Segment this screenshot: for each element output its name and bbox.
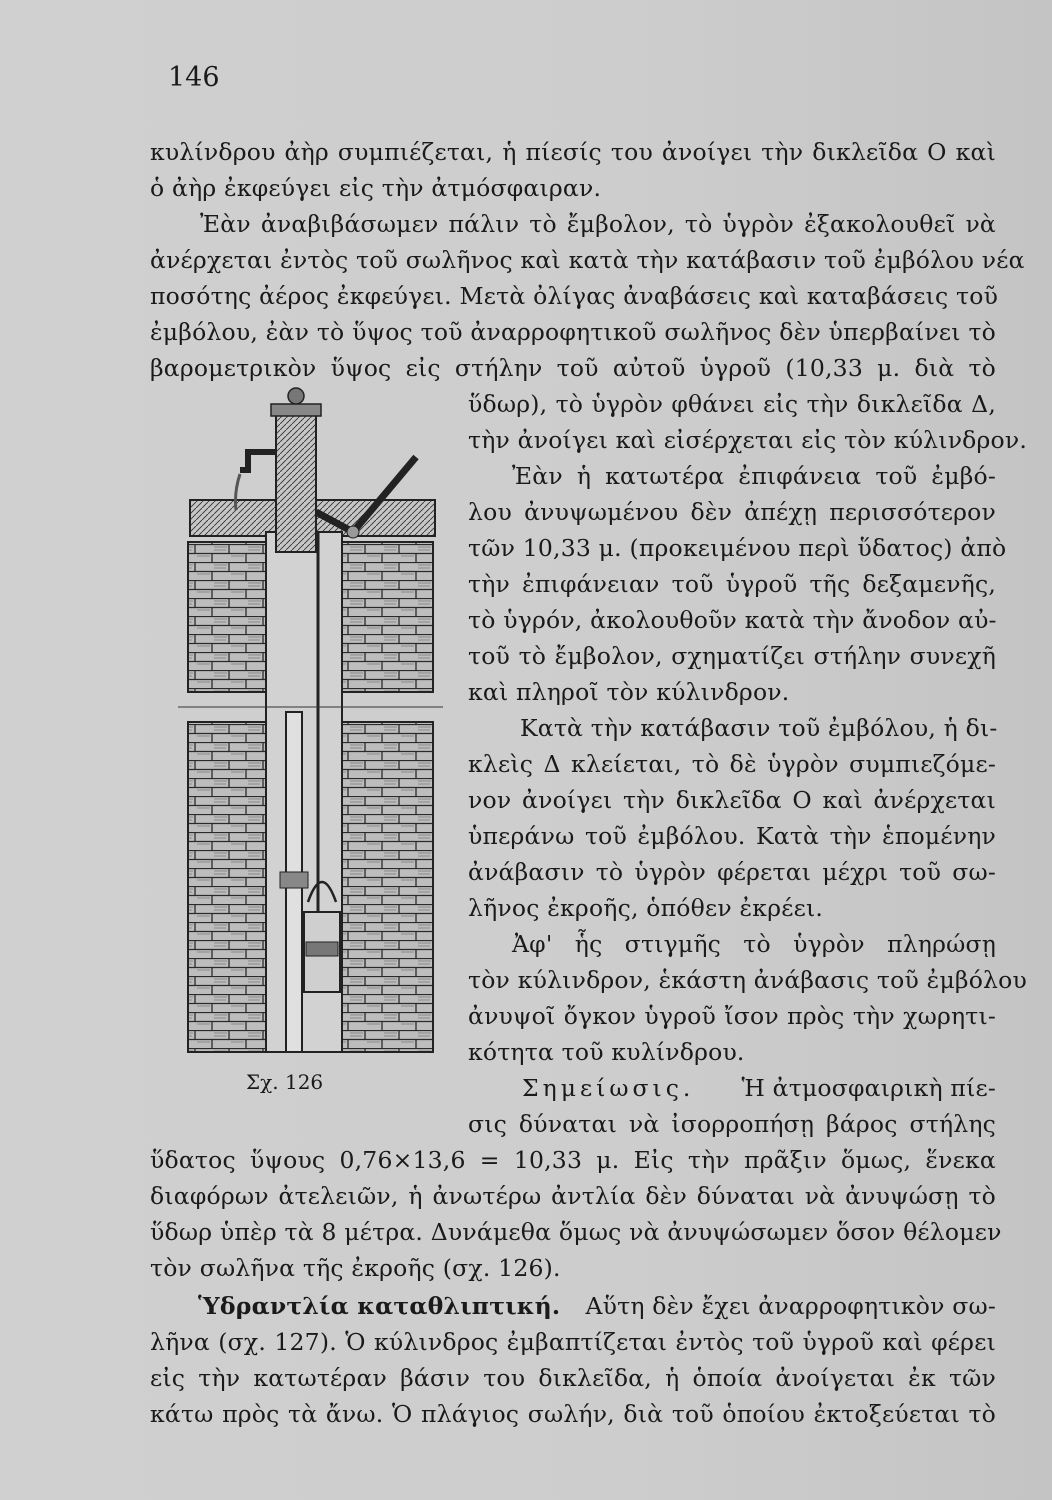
text-line: βαρομετρικὸν ὕψος εἰς στήλην τοῦ αὐτοῦ ὑγροῦ (10,33 μ. διὰ τὸ xyxy=(150,354,996,382)
text-line: λου ἀνυψωμένου δὲν ἀπέχῃ περισσότερον xyxy=(468,498,996,526)
text-line: ὕδατος ὕψους 0,76×13,6 = 10,33 μ. Εἰς τὴν πρᾶξιν ὅμως, ἕνεκα xyxy=(150,1146,996,1174)
text-line: τὴν ἀνοίγει καὶ εἰσέρχεται εἰς τὸν κύλινδρον. xyxy=(468,426,1028,454)
page-number: 146 xyxy=(168,62,220,93)
text-line: Ἐὰν ἡ κατωτέρα ἐπιφάνεια τοῦ ἐμβό- xyxy=(512,462,996,490)
text-line: κότητα τοῦ κυλίνδρου. xyxy=(468,1038,745,1066)
text-line: κυλίνδρου ἀὴρ συμπιέζεται, ἡ πίεσίς του ἀνοίγει τὴν δικλεῖδα Ο καὶ xyxy=(150,138,996,166)
text-line: τοῦ τὸ ἔμβολον, σχηματίζει στήλην συνεχῆ xyxy=(468,642,996,670)
section-heading: Ὑδραντλία καταθλιπτική. xyxy=(198,1292,561,1320)
text-line: ἀνυψοῖ ὄγκον ὑγροῦ ἴσον πρὸς τὴν χωρητι- xyxy=(468,1002,996,1030)
text-line: ὕδωρ), τὸ ὑγρὸν φθάνει εἰς τὴν δικλεῖδα Δ, xyxy=(468,390,996,418)
text-line: ἀνάβασιν τὸ ὑγρὸν φέρεται μέχρι τοῦ σω- xyxy=(468,858,996,886)
text-line: ὕδωρ ὑπὲρ τὰ 8 μέτρα. Δυνάμεθα ὅμως νὰ ἀνυψώσωμεν ὅσον θέλομεν xyxy=(150,1218,1002,1246)
text-line: ἀνέρχεται ἐντὸς τοῦ σωλῆνος καὶ κατὰ τὴν κατάβασιν τοῦ ἐμβόλου νέα xyxy=(150,246,1025,274)
text-line: ὑπεράνω τοῦ ἐμβόλου. Κατὰ τὴν ἑπομένην xyxy=(468,822,996,850)
text-line: κλεὶς Δ κλείεται, τὸ δὲ ὑγρὸν συμπιεζόμε- xyxy=(468,750,996,778)
text-line: τῶν 10,33 μ. (προκειμένου περὶ ὕδατος) ἀπὸ xyxy=(468,534,1007,562)
text-line: καὶ πληροῖ τὸν κύλινδρον. xyxy=(468,678,790,706)
text-line: Κατὰ τὴν κατάβασιν τοῦ ἐμβόλου, ἡ δι- xyxy=(520,714,998,742)
text-line: τὸν κύλινδρον, ἑκάστη ἀνάβασις τοῦ ἐμβόλου xyxy=(468,966,1027,994)
text-line: λῆνος ἐκροῆς, ὁπόθεν ἐκρέει. xyxy=(468,894,824,922)
text-line: ὁ ἀὴρ ἐκφεύγει εἰς τὴν ἀτμόσφαιραν. xyxy=(150,174,602,202)
heading-line xyxy=(198,1288,996,1324)
note-label: Σημείωσις. xyxy=(522,1074,695,1102)
figure-caption: Σχ. 126 xyxy=(246,1070,324,1094)
text-line: λῆνα (σχ. 127). Ὁ κύλινδρος ἐμβαπτίζεται ἐντὸς τοῦ ὑγροῦ καὶ φέρει xyxy=(150,1328,996,1356)
text-line: ἐμβόλου, ἐὰν τὸ ὕψος τοῦ ἀναρροφητικοῦ σωλῆνος δὲν ὑπερβαίνει τὸ xyxy=(150,318,996,346)
text-line: τὴν ἐπιφάνειαν τοῦ ὑγροῦ τῆς δεξαμενῆς, xyxy=(468,570,996,598)
heading-text: Αὕτη δὲν ἔχει ἀναρροφητικὸν σω- xyxy=(585,1292,996,1320)
text-line: σις δύναται νὰ ἰσορροπήσῃ βάρος στήλης xyxy=(468,1110,996,1138)
text-line: νον ἀνοίγει τὴν δικλεῖδα Ο καὶ ἀνέρχεται xyxy=(468,786,996,814)
note-text: Ἡ ἀτμοσφαιρικὴ πίε- xyxy=(741,1074,996,1102)
note-line xyxy=(522,1070,996,1106)
text-line: Ἐὰν ἀναβιβάσωμεν πάλιν τὸ ἔμβολον, τὸ ὑγρὸν ἐξακολουθεῖ νὰ xyxy=(200,210,996,238)
text-line: τὸν σωλῆνα τῆς ἐκροῆς (σχ. 126). xyxy=(150,1254,561,1282)
text-line: ποσότης ἀέρος ἐκφεύγει. Μετὰ ὀλίγας ἀναβάσεις καὶ καταβάσεις τοῦ xyxy=(150,282,999,310)
text-line: εἰς τὴν κατωτέραν βάσιν του δικλεῖδα, ἡ ὁποία ἀνοίγεται ἐκ τῶν xyxy=(150,1364,996,1392)
text-line: τὸ ὑγρόν, ἀκολουθοῦν κατὰ τὴν ἄνοδον αὐ- xyxy=(468,606,997,634)
text-line: κάτω πρὸς τὰ ἄνω. Ὁ πλάγιος σωλήν, διὰ τοῦ ὁποίου ἐκτοξεύεται τὸ xyxy=(150,1400,996,1428)
text-line: Ἀφ' ἧς στιγμῆς τὸ ὑγρὸν πληρώσῃ xyxy=(512,930,996,958)
pump-figure xyxy=(178,382,450,1072)
text-line: διαφόρων ἀτελειῶν, ἡ ἀνωτέρω ἀντλία δὲν δύναται νὰ ἀνυψώσῃ τὸ xyxy=(150,1182,996,1210)
